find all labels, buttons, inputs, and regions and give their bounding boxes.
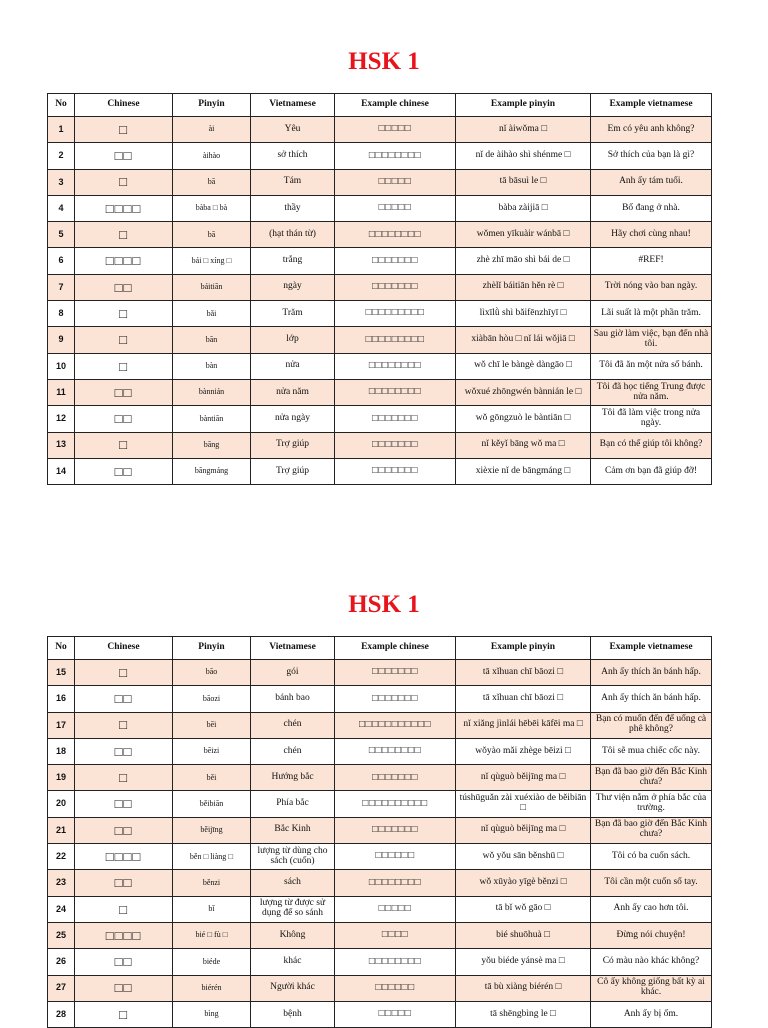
chinese-word-cell: □ <box>75 327 173 353</box>
table-row <box>48 844 712 870</box>
vietnamese-meaning-cell: Không <box>251 922 335 948</box>
chinese-word-cell: □□ <box>75 870 173 896</box>
chinese-word-cell: □ <box>75 712 173 738</box>
chinese-word-cell: □ <box>75 301 173 327</box>
pinyin-cell: bái □ xíng □ <box>173 248 251 274</box>
vietnamese-meaning-cell: khác <box>251 949 335 975</box>
table-row <box>48 195 712 221</box>
row-number-cell: 28 <box>48 1001 75 1027</box>
example-pinyin-cell: nǐ àiwǒma □ <box>456 117 591 143</box>
vietnamese-meaning-cell: nửa năm <box>251 379 335 405</box>
example-chinese-cell: □□□□□ <box>335 896 456 922</box>
vietnamese-meaning-cell: bệnh <box>251 1001 335 1027</box>
chinese-word-cell: □□ <box>75 738 173 764</box>
example-pinyin-cell: wǒ gōngzuò le bàntiān □ <box>456 406 591 432</box>
table-row <box>48 379 712 405</box>
row-number-cell: 27 <box>48 975 75 1001</box>
example-vietnamese-cell: Tôi đã làm việc trong nửa ngày. <box>591 406 712 432</box>
pinyin-cell: bìng <box>173 1001 251 1027</box>
example-chinese-cell: □□□□□□□□□ <box>335 301 456 327</box>
pinyin-cell: běibiān <box>173 791 251 817</box>
example-vietnamese-cell: Bạn có thể giúp tôi không? <box>591 432 712 458</box>
table-row <box>48 712 712 738</box>
pinyin-cell: àihào <box>173 143 251 169</box>
row-number-cell: 3 <box>48 169 75 195</box>
example-pinyin-cell: tā xǐhuan chī bāozi □ <box>456 660 591 686</box>
header-vietnamese: Vietnamese <box>251 94 335 117</box>
chinese-word-cell: □ <box>75 660 173 686</box>
table-row <box>48 660 712 686</box>
pinyin-cell: bànnián <box>173 379 251 405</box>
vietnamese-meaning-cell: lớp <box>251 327 335 353</box>
row-number-cell: 21 <box>48 817 75 843</box>
example-chinese-cell: □□□□ <box>335 922 456 948</box>
table-row <box>48 143 712 169</box>
vietnamese-meaning-cell: gói <box>251 660 335 686</box>
example-chinese-cell: □□□□□□□ <box>335 765 456 791</box>
table-row <box>48 870 712 896</box>
table-row <box>48 949 712 975</box>
chinese-word-cell: □ <box>75 1001 173 1027</box>
pinyin-cell: bēi <box>173 712 251 738</box>
pinyin-cell: běi <box>173 765 251 791</box>
chinese-word-cell: □□ <box>75 817 173 843</box>
example-vietnamese-cell: Hãy chơi cùng nhau! <box>591 222 712 248</box>
pinyin-cell: bāngmáng <box>173 458 251 484</box>
example-chinese-cell: □□□□□□□ <box>335 660 456 686</box>
table-row <box>48 117 712 143</box>
row-number-cell: 19 <box>48 765 75 791</box>
header-no: No <box>48 637 75 660</box>
pinyin-cell: bāozi <box>173 686 251 712</box>
example-pinyin-cell: zhè zhī māo shì bái de □ <box>456 248 591 274</box>
row-number-cell: 23 <box>48 870 75 896</box>
table-row <box>48 817 712 843</box>
example-vietnamese-cell: Trời nóng vào ban ngày. <box>591 274 712 300</box>
pinyin-cell: bàntiān <box>173 406 251 432</box>
example-pinyin-cell: wǒ yǒu sān běnshū □ <box>456 844 591 870</box>
example-vietnamese-cell: Đừng nói chuyện! <box>591 922 712 948</box>
example-pinyin-cell: nǐ de àihào shì shénme □ <box>456 143 591 169</box>
example-chinese-cell: □□□□□□□ <box>335 686 456 712</box>
example-vietnamese-cell: Lãi suất là một phần trăm. <box>591 301 712 327</box>
pinyin-cell: báitiān <box>173 274 251 300</box>
chinese-word-cell: □□ <box>75 379 173 405</box>
row-number-cell: 9 <box>48 327 75 353</box>
example-vietnamese-cell: Tôi đã ăn một nửa số bánh. <box>591 353 712 379</box>
table-row <box>48 738 712 764</box>
vietnamese-meaning-cell: trắng <box>251 248 335 274</box>
chinese-word-cell: □□ <box>75 274 173 300</box>
table-header-row <box>48 637 712 660</box>
example-vietnamese-cell: Thư viện nằm ở phía bắc của trường. <box>591 791 712 817</box>
pinyin-cell: biéde <box>173 949 251 975</box>
table-row <box>48 432 712 458</box>
vietnamese-meaning-cell: lượng từ dùng cho sách (cuốn) <box>251 844 335 870</box>
example-pinyin-cell: wǒmen yīkuàir wánbā □ <box>456 222 591 248</box>
example-chinese-cell: □□□□□□□□ <box>335 738 456 764</box>
vocab-table <box>47 93 712 485</box>
example-vietnamese-cell: Em có yêu anh không? <box>591 117 712 143</box>
header-example-chinese: Example chinese <box>335 637 456 660</box>
example-pinyin-cell: xièxie nǐ de bāngmáng □ <box>456 458 591 484</box>
example-pinyin-cell: nǐ qùguò běijīng ma □ <box>456 817 591 843</box>
table-row <box>48 406 712 432</box>
example-pinyin-cell: wǒyào mǎi zhège bēizi □ <box>456 738 591 764</box>
example-pinyin-cell: bàba zàijiā □ <box>456 195 591 221</box>
example-chinese-cell: □□□□□ <box>335 1001 456 1027</box>
pinyin-cell: biérén <box>173 975 251 1001</box>
example-pinyin-cell: bié shuōhuà □ <box>456 922 591 948</box>
header-pinyin: Pinyin <box>173 94 251 117</box>
vietnamese-meaning-cell: nửa ngày <box>251 406 335 432</box>
example-chinese-cell: □□□□□□□ <box>335 817 456 843</box>
vietnamese-meaning-cell: Người khác <box>251 975 335 1001</box>
vietnamese-meaning-cell: Trợ giúp <box>251 432 335 458</box>
header-example-pinyin: Example pinyin <box>456 94 591 117</box>
example-chinese-cell: □□□□□□□ <box>335 406 456 432</box>
example-vietnamese-cell: Bạn có muốn đến để uống cà phê không? <box>591 712 712 738</box>
row-number-cell: 1 <box>48 117 75 143</box>
row-number-cell: 6 <box>48 248 75 274</box>
vietnamese-meaning-cell: Trăm <box>251 301 335 327</box>
vocab-table <box>47 636 712 1028</box>
table-row <box>48 248 712 274</box>
table-row <box>48 791 712 817</box>
vietnamese-meaning-cell: chén <box>251 738 335 764</box>
row-number-cell: 12 <box>48 406 75 432</box>
example-vietnamese-cell: Có màu nào khác không? <box>591 949 712 975</box>
chinese-word-cell: □□ <box>75 791 173 817</box>
row-number-cell: 7 <box>48 274 75 300</box>
example-pinyin-cell: wǒ xūyào yīgè běnzi □ <box>456 870 591 896</box>
example-pinyin-cell: yǒu biéde yánsè ma □ <box>456 949 591 975</box>
table-row <box>48 169 712 195</box>
example-vietnamese-cell: #REF! <box>591 248 712 274</box>
chinese-word-cell: □□□□ <box>75 248 173 274</box>
example-chinese-cell: □□□□□□□□□ <box>335 327 456 353</box>
header-example-chinese: Example chinese <box>335 94 456 117</box>
example-vietnamese-cell: Anh ấy cao hơn tôi. <box>591 896 712 922</box>
example-chinese-cell: □□□□□□ <box>335 975 456 1001</box>
example-pinyin-cell: túshūguǎn zài xuéxiào de běibiān □ <box>456 791 591 817</box>
example-chinese-cell: □□□□□□□ <box>335 274 456 300</box>
example-chinese-cell: □□□□□□□□ <box>335 870 456 896</box>
example-vietnamese-cell: Sau giờ làm việc, bạn đến nhà tôi. <box>591 327 712 353</box>
vietnamese-meaning-cell: bánh bao <box>251 686 335 712</box>
vietnamese-meaning-cell: thầy <box>251 195 335 221</box>
example-chinese-cell: □□□□□□□□ <box>335 379 456 405</box>
pinyin-cell: běijīng <box>173 817 251 843</box>
chinese-word-cell: □□ <box>75 143 173 169</box>
example-pinyin-cell: tā xǐhuan chī bāozi □ <box>456 686 591 712</box>
example-chinese-cell: □□□□□□□□ <box>335 222 456 248</box>
vietnamese-meaning-cell: lượng từ được sử dụng để so sánh <box>251 896 335 922</box>
chinese-word-cell: □□ <box>75 406 173 432</box>
example-vietnamese-cell: Tôi sẽ mua chiếc cốc này. <box>591 738 712 764</box>
chinese-word-cell: □□ <box>75 458 173 484</box>
table-row <box>48 975 712 1001</box>
vietnamese-meaning-cell: chén <box>251 712 335 738</box>
vietnamese-meaning-cell: Hướng bắc <box>251 765 335 791</box>
header-example-pinyin: Example pinyin <box>456 637 591 660</box>
pinyin-cell: bié □ fù □ <box>173 922 251 948</box>
chinese-word-cell: □ <box>75 222 173 248</box>
pinyin-cell: bǎi <box>173 301 251 327</box>
row-number-cell: 13 <box>48 432 75 458</box>
pinyin-cell: běn □ liàng □ <box>173 844 251 870</box>
example-pinyin-cell: tā bāsuì le □ <box>456 169 591 195</box>
chinese-word-cell: □ <box>75 432 173 458</box>
pinyin-cell: bāng <box>173 432 251 458</box>
chinese-word-cell: □ <box>75 117 173 143</box>
chinese-word-cell: □□□□ <box>75 195 173 221</box>
table-row <box>48 222 712 248</box>
pinyin-cell: bāo <box>173 660 251 686</box>
vietnamese-meaning-cell: sở thích <box>251 143 335 169</box>
table-row <box>48 353 712 379</box>
row-number-cell: 4 <box>48 195 75 221</box>
example-vietnamese-cell: Tôi có ba cuốn sách. <box>591 844 712 870</box>
example-vietnamese-cell: Anh ấy bị ốm. <box>591 1001 712 1027</box>
pinyin-cell: bǐ <box>173 896 251 922</box>
header-vietnamese: Vietnamese <box>251 637 335 660</box>
table-row <box>48 686 712 712</box>
table-row <box>48 765 712 791</box>
example-chinese-cell: □□□□□□□□□□ <box>335 791 456 817</box>
example-vietnamese-cell: Cảm ơn bạn đã giúp đỡ! <box>591 458 712 484</box>
vietnamese-meaning-cell: ngày <box>251 274 335 300</box>
header-chinese: Chinese <box>75 637 173 660</box>
example-vietnamese-cell: Anh ấy thích ăn bánh hấp. <box>591 660 712 686</box>
header-pinyin: Pinyin <box>173 637 251 660</box>
vietnamese-meaning-cell: nửa <box>251 353 335 379</box>
example-pinyin-cell: xiàbān hòu □ nǐ lái wǒjiā □ <box>456 327 591 353</box>
example-chinese-cell: □□□□□□ <box>335 844 456 870</box>
example-chinese-cell: □□□□□□□ <box>335 248 456 274</box>
example-chinese-cell: □□□□□ <box>335 117 456 143</box>
pinyin-cell: bàn <box>173 353 251 379</box>
example-vietnamese-cell: Anh ấy tám tuổi. <box>591 169 712 195</box>
row-number-cell: 17 <box>48 712 75 738</box>
header-no: No <box>48 94 75 117</box>
row-number-cell: 20 <box>48 791 75 817</box>
chinese-word-cell: □□ <box>75 975 173 1001</box>
row-number-cell: 5 <box>48 222 75 248</box>
pinyin-cell: bēizi <box>173 738 251 764</box>
table-row <box>48 274 712 300</box>
chinese-word-cell: □□□□ <box>75 922 173 948</box>
example-pinyin-cell: tā bǐ wǒ gāo □ <box>456 896 591 922</box>
chinese-word-cell: □ <box>75 353 173 379</box>
example-vietnamese-cell: Sở thích của bạn là gì? <box>591 143 712 169</box>
table-row <box>48 301 712 327</box>
header-example-vietnamese: Example vietnamese <box>591 94 712 117</box>
pinyin-cell: běnzi <box>173 870 251 896</box>
example-vietnamese-cell: Tôi đã học tiếng Trung được nửa năm. <box>591 379 712 405</box>
example-pinyin-cell: lìxīlǜ shì bǎifēnzhīyī □ <box>456 301 591 327</box>
row-number-cell: 15 <box>48 660 75 686</box>
chinese-word-cell: □ <box>75 169 173 195</box>
chinese-word-cell: □ <box>75 765 173 791</box>
example-pinyin-cell: nǐ kěyǐ bāng wǒ ma □ <box>456 432 591 458</box>
row-number-cell: 18 <box>48 738 75 764</box>
pinyin-cell: bàba □ bà <box>173 195 251 221</box>
row-number-cell: 25 <box>48 922 75 948</box>
header-example-vietnamese: Example vietnamese <box>591 637 712 660</box>
row-number-cell: 26 <box>48 949 75 975</box>
header-chinese: Chinese <box>75 94 173 117</box>
section-title: HSK 1 <box>348 591 420 618</box>
vietnamese-meaning-cell: Phía bắc <box>251 791 335 817</box>
example-chinese-cell: □□□□□□□□ <box>335 949 456 975</box>
row-number-cell: 24 <box>48 896 75 922</box>
row-number-cell: 16 <box>48 686 75 712</box>
chinese-word-cell: □□ <box>75 686 173 712</box>
row-number-cell: 11 <box>48 379 75 405</box>
example-chinese-cell: □□□□□□□□ <box>335 353 456 379</box>
vietnamese-meaning-cell: Yêu <box>251 117 335 143</box>
vietnamese-meaning-cell: Trợ giúp <box>251 458 335 484</box>
example-pinyin-cell: tā shēngbìng le □ <box>456 1001 591 1027</box>
table-row <box>48 327 712 353</box>
vietnamese-meaning-cell: (hạt thán từ) <box>251 222 335 248</box>
pinyin-cell: bān <box>173 327 251 353</box>
example-vietnamese-cell: Anh ấy thích ăn bánh hấp. <box>591 686 712 712</box>
pinyin-cell: ài <box>173 117 251 143</box>
example-vietnamese-cell: Bạn đã bao giờ đến Bắc Kinh chưa? <box>591 765 712 791</box>
example-pinyin-cell: nǐ qùguò běijīng ma □ <box>456 765 591 791</box>
table-row <box>48 896 712 922</box>
example-chinese-cell: □□□□□□□□□□□ <box>335 712 456 738</box>
example-pinyin-cell: wǒ chī le bàngè dàngāo □ <box>456 353 591 379</box>
row-number-cell: 22 <box>48 844 75 870</box>
row-number-cell: 2 <box>48 143 75 169</box>
table-row <box>48 922 712 948</box>
vietnamese-meaning-cell: Bắc Kinh <box>251 817 335 843</box>
chinese-word-cell: □ <box>75 896 173 922</box>
example-pinyin-cell: wǒxué zhōngwén bànnián le □ <box>456 379 591 405</box>
example-vietnamese-cell: Bạn đã bao giờ đến Bắc Kinh chưa? <box>591 817 712 843</box>
chinese-word-cell: □□ <box>75 949 173 975</box>
example-chinese-cell: □□□□□□□□ <box>335 143 456 169</box>
example-pinyin-cell: tā bù xiàng biérén □ <box>456 975 591 1001</box>
row-number-cell: 10 <box>48 353 75 379</box>
example-vietnamese-cell: Tôi cần một cuốn sổ tay. <box>591 870 712 896</box>
example-chinese-cell: □□□□□ <box>335 195 456 221</box>
chinese-word-cell: □□□□ <box>75 844 173 870</box>
example-pinyin-cell: nǐ xiǎng jìnlái hēbēi kāfēi ma □ <box>456 712 591 738</box>
table-header-row <box>48 94 712 117</box>
example-chinese-cell: □□□□□ <box>335 169 456 195</box>
row-number-cell: 8 <box>48 301 75 327</box>
vietnamese-meaning-cell: Tám <box>251 169 335 195</box>
example-vietnamese-cell: Cô ấy không giống bất kỳ ai khác. <box>591 975 712 1001</box>
example-chinese-cell: □□□□□□□ <box>335 458 456 484</box>
vietnamese-meaning-cell: sách <box>251 870 335 896</box>
example-chinese-cell: □□□□□□□ <box>335 432 456 458</box>
pinyin-cell: bā <box>173 222 251 248</box>
pinyin-cell: bā <box>173 169 251 195</box>
row-number-cell: 14 <box>48 458 75 484</box>
section-title: HSK 1 <box>348 48 420 75</box>
example-vietnamese-cell: Bố đang ở nhà. <box>591 195 712 221</box>
example-pinyin-cell: zhèlǐ báitiān hěn rè □ <box>456 274 591 300</box>
table-row <box>48 458 712 484</box>
